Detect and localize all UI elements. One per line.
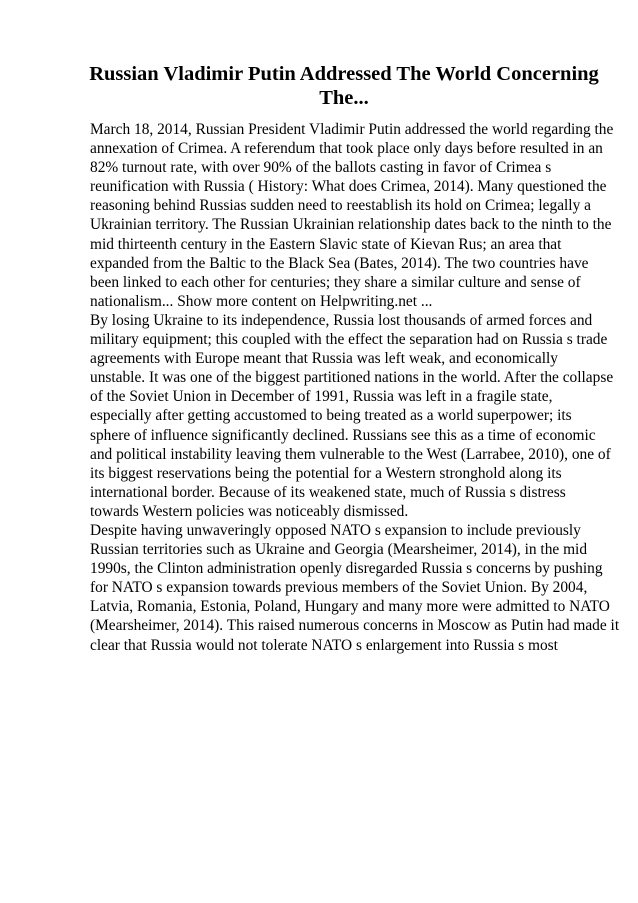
- text-line: been linked to each other for centuries; they share a similar culture and sense of: [90, 273, 581, 291]
- document-title: [80, 62, 608, 110]
- text-line: sphere of influence significantly declined. Russians see this as a time of economic: [90, 426, 596, 444]
- text-line: Russian territories such as Ukraine and Georgia (Mearsheimer, 2014), in the mid: [90, 541, 588, 559]
- text-line: Ukrainian territory. The Russian Ukrainian relationship dates back to the ninth to the: [90, 216, 612, 234]
- text-line: 82% turnout rate, with over 90% of the ballots casting in favor of Crimea s: [90, 159, 552, 177]
- document-title-line-2: The...: [319, 87, 369, 109]
- document-body: [90, 120, 630, 655]
- text-line: its biggest reservations being the potential for a Western stronghold along its: [90, 464, 562, 482]
- text-line: for NATO s expansion towards previous members of the Soviet Union. By 2004,: [90, 579, 588, 597]
- text-line: especially after getting accustomed to being treated as a world superpower; its: [90, 407, 572, 425]
- text-line: nationalism... Show more content on Helpwriting.net ...: [90, 292, 433, 310]
- text-line: 1990s, the Clinton administration openly disregarded Russia s concerns by pushing: [90, 560, 603, 578]
- text-line: reunification with Russia ( History: What does Crimea, 2014). Many questioned the: [90, 178, 607, 196]
- text-line: Despite having unwaveringly opposed NATO s expansion to include previously: [90, 521, 581, 539]
- text-line: By losing Ukraine to its independence, Russia lost thousands of armed forces and: [90, 311, 593, 329]
- text-line: (Mearsheimer, 2014). This raised numerous concerns in Moscow as Putin had made it: [90, 617, 620, 635]
- text-line: annexation of Crimea. A referendum that took place only days before resulted in an: [90, 140, 603, 158]
- text-line: clear that Russia would not tolerate NATO s enlargement into Russia s most: [90, 636, 558, 654]
- text-line: agreements with Europe meant that Russia was left weak, and economically: [90, 350, 558, 368]
- paragraph-annexation: [90, 120, 630, 311]
- text-line: international border. Because of its weakened state, much of Russia s distress: [90, 483, 566, 501]
- text-line: expanded from the Baltic to the Black Sea (Bates, 2014). The two countries have: [90, 254, 589, 272]
- text-line: towards Western policies was noticeably dismissed.: [90, 502, 409, 520]
- text-line: reasoning behind Russias sudden need to reestablish its hold on Crimea; legally a: [90, 197, 591, 215]
- text-line: Latvia, Romania, Estonia, Poland, Hungary and many more were admitted to NATO: [90, 598, 610, 616]
- text-line: March 18, 2014, Russian President Vladimir Putin addressed the world regarding the: [90, 121, 614, 138]
- text-line: mid thirteenth century in the Eastern Slavic state of Kievan Rus; an area that: [90, 235, 562, 253]
- text-line: of the Soviet Union in December of 1991, Russia was left in a fragile state,: [90, 388, 553, 406]
- document-title-line-1: Russian Vladimir Putin Addressed The World Concerning: [89, 63, 599, 85]
- text-line: unstable. It was one of the biggest partitioned nations in the world. After the collapse: [90, 369, 614, 387]
- paragraph-losing-ukraine: [90, 311, 630, 521]
- text-line: and political instability leaving them vulnerable to the West (Larrabee, 2010), one of: [90, 445, 611, 463]
- paragraph-nato-expansion: [90, 521, 630, 655]
- text-line: military equipment; this coupled with the effect the separation had on Russia s trade: [90, 331, 608, 349]
